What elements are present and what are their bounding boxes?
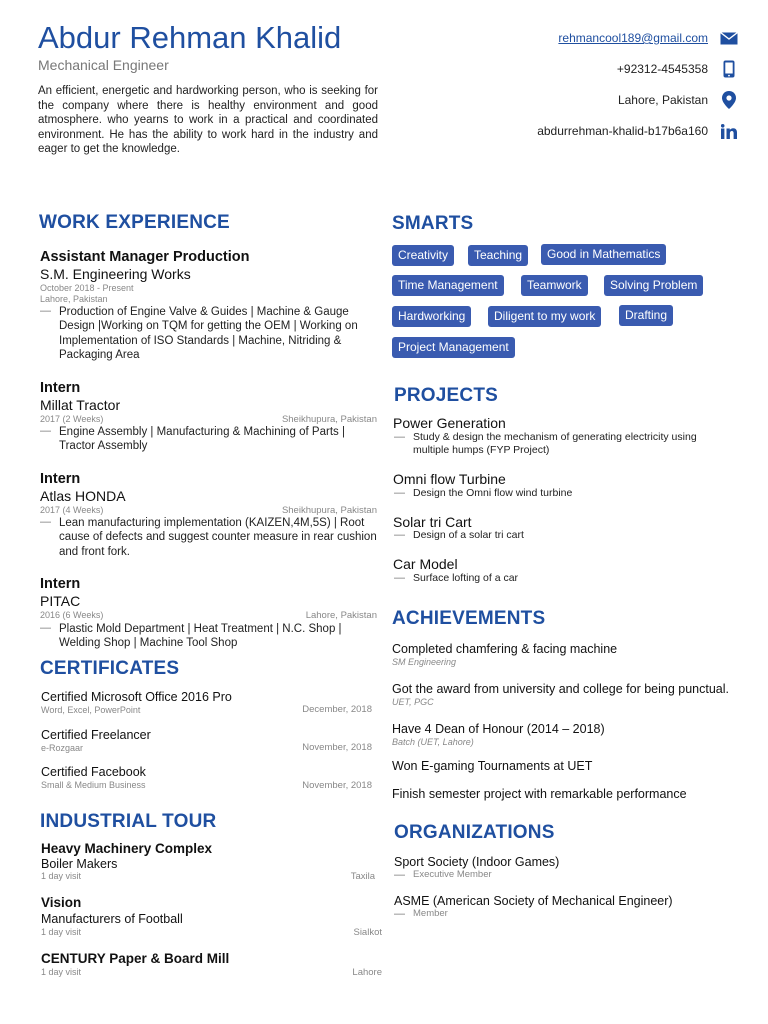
job-location: Sheikhupura, Pakistan [281,505,377,516]
job-company: S.M. Engineering Works [40,266,191,282]
job-date: 2017 (4 Weeks) [40,505,104,515]
tour-duration: 1 day visit [41,927,82,937]
project-name: Solar tri Cart [393,514,472,530]
achievement-source: SM Engineering [392,657,457,667]
dash-bullet: — [40,622,51,634]
section-title-industrial-tour: INDUSTRIAL TOUR [40,811,217,832]
certificate-name: Certified Facebook [41,765,146,779]
certificate-name: Certified Microsoft Office 2016 Pro [41,690,232,704]
achievement-text: Have 4 Dean of Honour (2014 – 2018) [392,722,605,736]
tour-name: Vision [41,895,82,910]
project-name: Car Model [393,556,458,572]
skill-chip: Good in Mathematics [541,244,666,265]
job-description: — Plastic Mold Department | Heat Treatment | N.C. Shop | Welding Shop | Machine Tool Shop [40,622,342,650]
location: Lahore, Pakistan [617,93,708,107]
job-location: Lahore, Pakistan [40,294,108,304]
certificate-detail: Word, Excel, PowerPoint [41,705,141,715]
dash-bullet: — [394,487,405,499]
dash-bullet: — [40,425,51,437]
organization-role: — Executive Member [394,869,492,881]
phone-number: +92312-4545358 [616,62,708,76]
job-company: PITAC [40,593,81,609]
skill-chip: Hardworking [392,306,471,327]
dash-bullet: — [394,572,405,584]
tour-location: Taxila [350,871,375,882]
dash-bullet: — [40,516,51,528]
certificate-detail: e-Rozgaar [41,743,84,753]
skill-chip: Solving Problem [604,275,703,296]
achievement-text: Finish semester project with remarkable performance [392,787,687,801]
location-pin-icon [718,90,740,110]
section-title-organizations: ORGANIZATIONS [394,822,555,843]
job-role: Mechanical Engineer [38,57,169,73]
skill-chip: Teaching [468,245,528,266]
dash-bullet: — [394,529,405,541]
achievement-text: Won E-gaming Tournaments at UET [392,759,593,773]
certificate-name: Certified Freelancer [41,728,151,742]
organization-name: ASME (American Society of Mechanical Engineer) [394,894,673,908]
achievement-text: Got the award from university and college for being punctual. [392,682,729,696]
job-location: Sheikhupura, Pakistan [281,414,377,425]
project-name: Power Generation [393,415,506,431]
job-date: 2016 (6 Weeks) [40,610,104,620]
certificate-detail: Small & Medium Business [41,780,146,790]
tour-duration: 1 day visit [41,871,82,881]
tour-location: Sialkot [353,927,382,938]
job-title: Intern [40,380,81,396]
project-description: — Study & design the mechanism of generating electricity using multiple humps (FYP Project) [394,431,697,456]
linkedin-icon [718,121,740,141]
job-description: — Lean manufacturing implementation (KAIZEN,4M,5S) | Root cause of defects and suggest counter measure in rear cushion and front fork. [40,516,377,558]
skill-chip: Diligent to my work [488,306,601,327]
dash-bullet: — [40,305,51,317]
job-date: 2017 (2 Weeks) [40,414,104,424]
section-title-smarts: SMARTS [392,213,474,234]
project-name: Omni flow Turbine [393,471,506,487]
skill-chip: Teamwork [521,275,588,296]
job-title: Intern [40,471,81,487]
tour-subtitle: Manufacturers of Football [41,912,183,926]
dash-bullet: — [394,869,405,881]
organization-name: Sport Society (Indoor Games) [394,855,560,869]
job-title: Assistant Manager Production [40,249,250,265]
job-location: Lahore, Pakistan [305,610,377,621]
section-title-achievements: ACHIEVEMENTS [392,608,546,629]
project-description: — Design the Omni flow wind turbine [394,487,573,499]
certificate-date: November, 2018 [302,742,372,753]
skill-chip: Creativity [392,245,454,266]
tour-duration: 1 day visit [41,967,82,977]
achievement-source: UET, PGC [392,697,434,707]
achievement-source: Batch (UET, Lahore) [392,737,474,747]
job-date: October 2018 - Present [40,283,134,293]
section-title-work: WORK EXPERIENCE [39,212,230,233]
job-description: — Production of Engine Valve & Guides | Machine & Gauge Design |Working on TQM for getting the OEM | Working on Implementation of ISO Standards | Machine, Nitriding & Packaging Area [40,305,358,362]
tour-name: CENTURY Paper & Board Mill [41,951,230,966]
dash-bullet: — [394,431,405,443]
email-link[interactable]: rehmancool189@gmail.com [558,31,708,45]
certificate-date: November, 2018 [302,780,372,791]
job-company: Millat Tractor [40,397,121,413]
skill-chip: Project Management [392,337,515,358]
achievement-text: Completed chamfering & facing machine [392,642,618,656]
summary: An efficient, energetic and hardworking person, who is seeking for the company where there is healthy environment and good atmosphere. who yearns to work in a practical and coordinated environment. He has the ability to work hard in the industry and eager to get the knowledge. [38,85,378,155]
job-description: — Engine Assembly | Manufacturing & Machining of Parts | Tractor Assembly [40,425,345,453]
mail-icon [718,28,740,48]
section-title-certificates: CERTIFICATES [40,658,180,679]
skill-chip: Time Management [392,275,504,296]
dash-bullet: — [394,908,405,920]
tour-name: Heavy Machinery Complex [41,841,213,856]
section-title-projects: PROJECTS [394,385,499,406]
job-company: Atlas HONDA [40,488,126,504]
linkedin-link[interactable]: abdurrehman-khalid-b17b6a160 [537,124,708,138]
phone-icon [718,59,740,79]
skill-chip: Drafting [619,305,673,326]
project-description: — Surface lofting of a car [394,572,519,584]
project-description: — Design of a solar tri cart [394,529,524,541]
tour-location: Lahore [352,967,382,978]
candidate-name: Abdur Rehman Khalid [38,20,342,55]
job-title: Intern [40,576,81,592]
certificate-date: December, 2018 [302,704,372,715]
tour-subtitle: Boiler Makers [41,857,118,871]
organization-role: — Member [394,908,448,920]
